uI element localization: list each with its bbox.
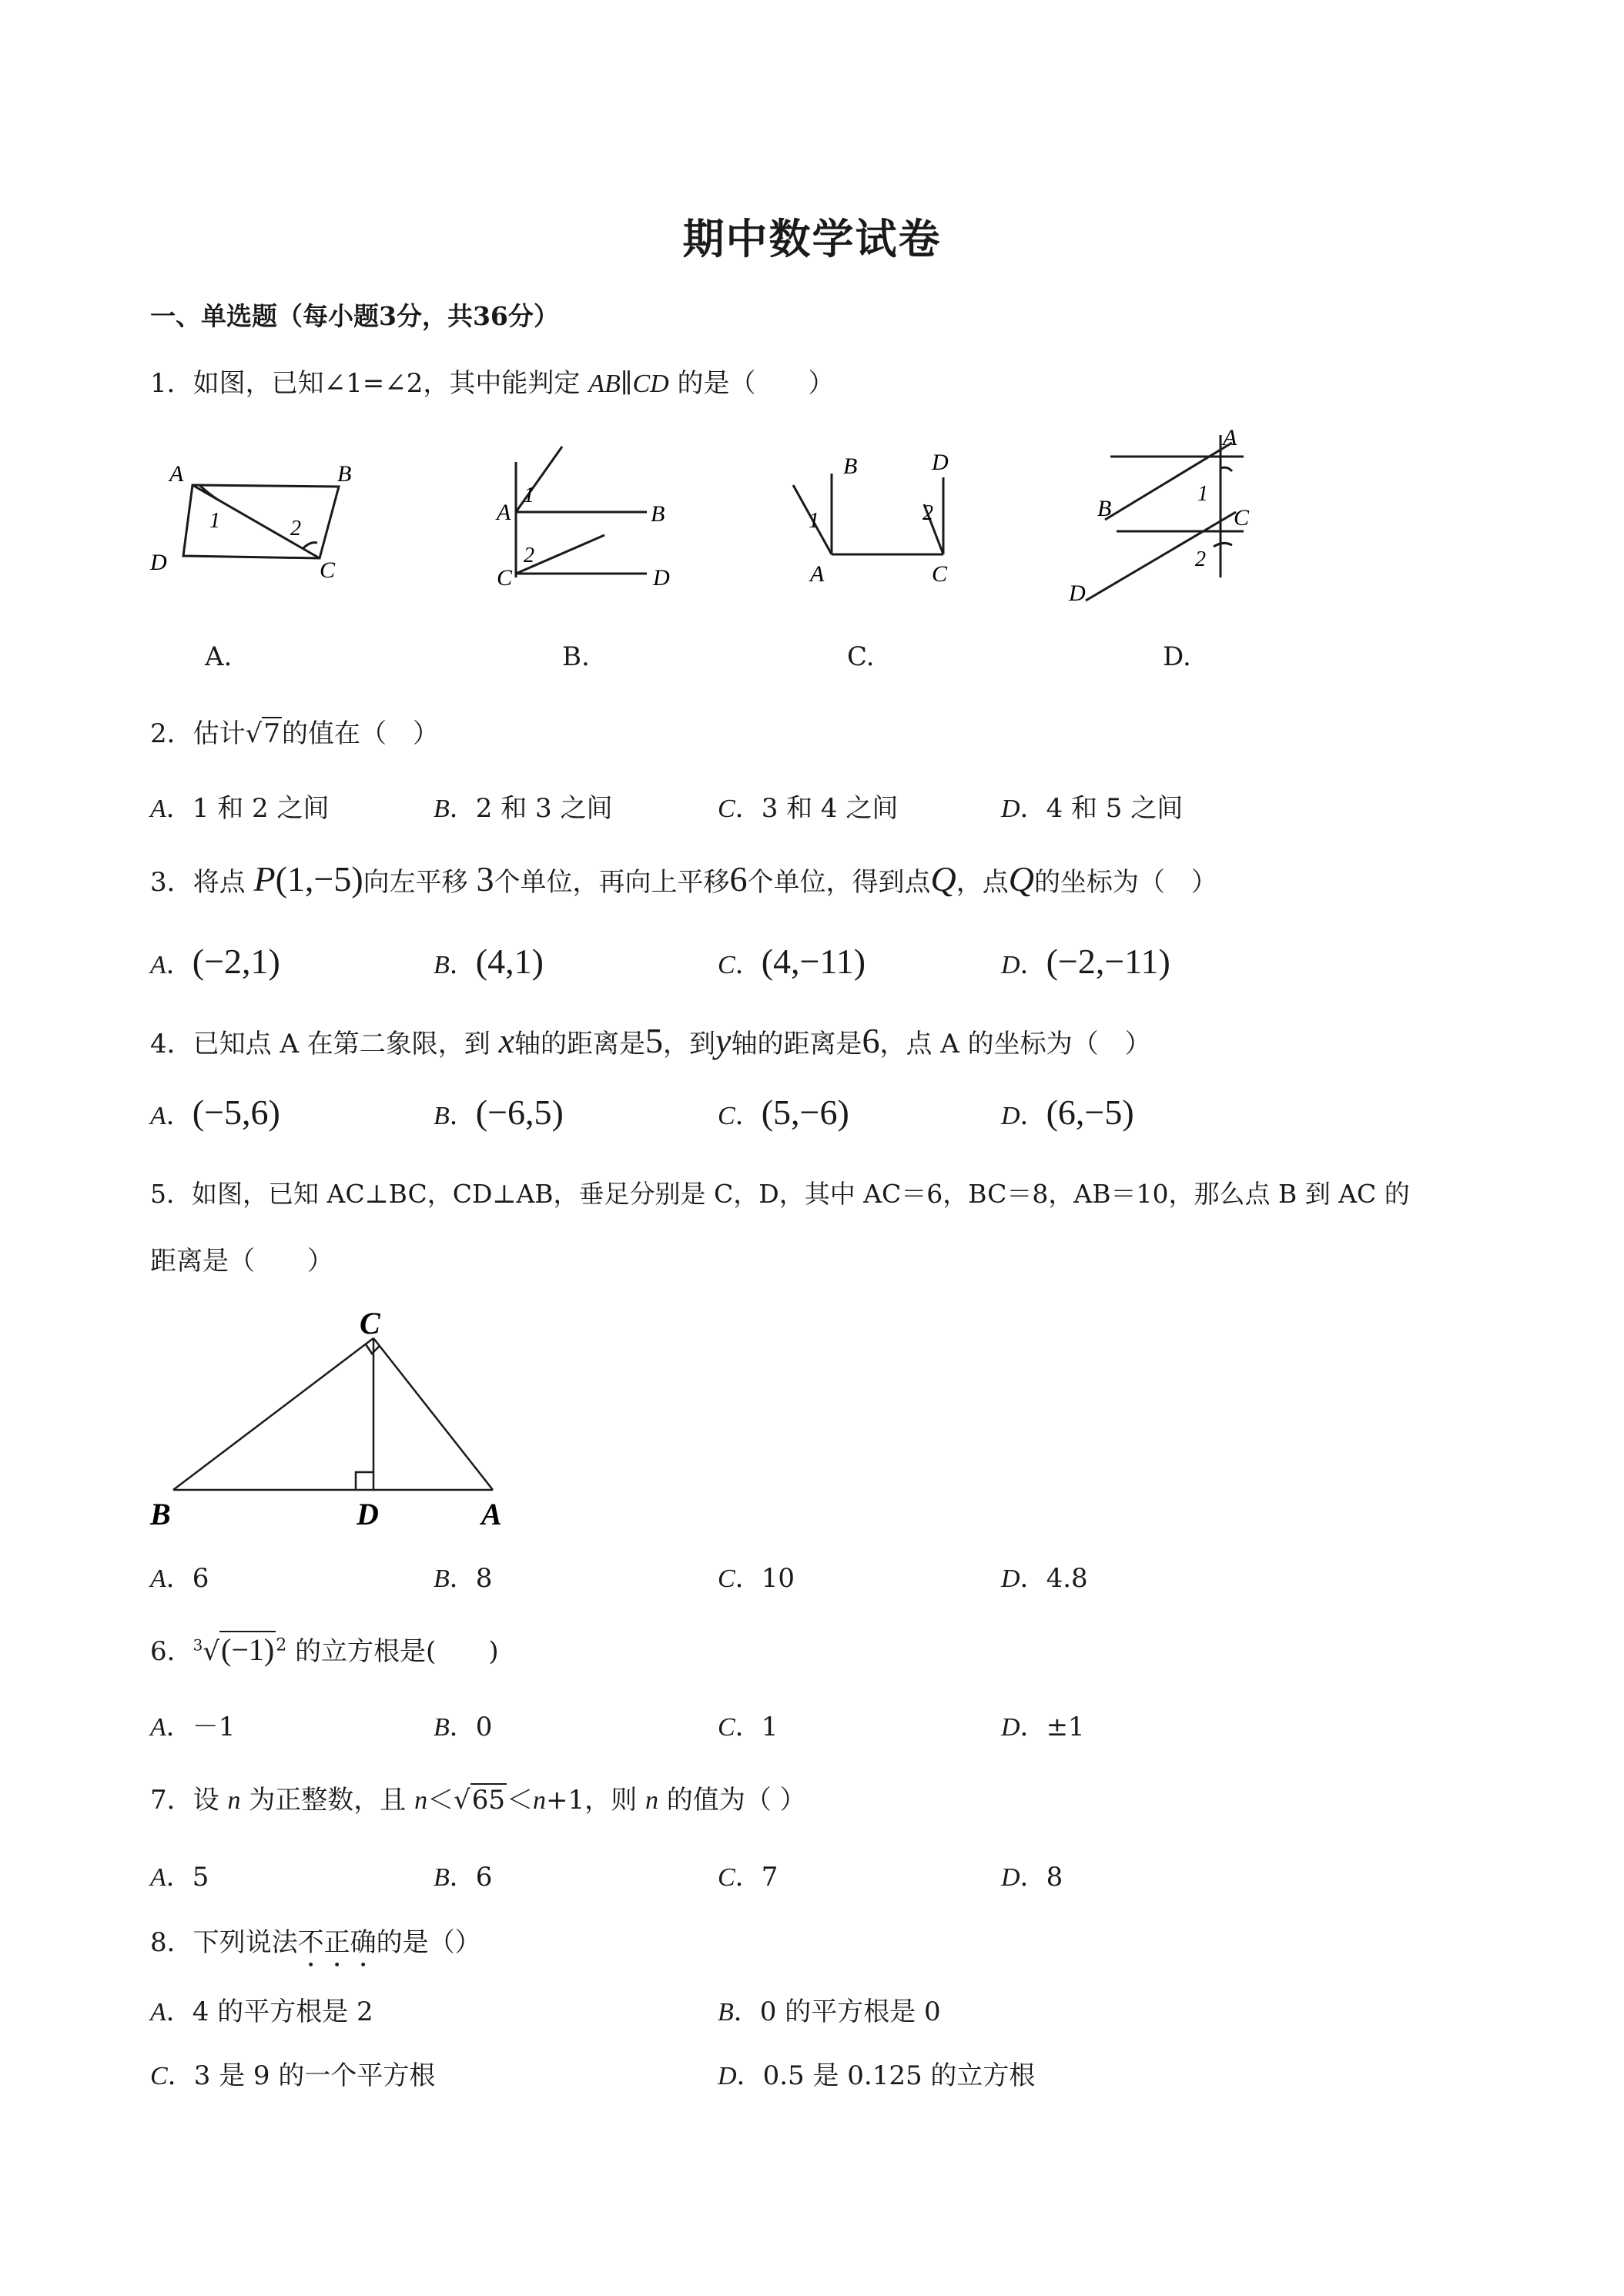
question-6 xyxy=(150,1630,499,1668)
question-number: 1． xyxy=(150,368,193,399)
option-d: D．±1 xyxy=(1001,1712,1085,1742)
label: C xyxy=(497,565,513,591)
question-3 xyxy=(150,858,1217,899)
option-text: 8 xyxy=(1046,1862,1063,1893)
question-text: 将点 xyxy=(193,867,246,898)
question-text: 如图，已知 AC⊥BC，CD⊥AB，垂足分别是 C，D，其中 AC＝6，BC＝8，AB＝10，那么点 B 到 AC 的 xyxy=(192,1179,1410,1209)
question-text: 的值为（ ） xyxy=(666,1785,806,1816)
q1-caption-c: C. xyxy=(847,641,875,672)
option-a: A．4 的平方根是 2 xyxy=(150,1996,373,2027)
question-text: ，到 xyxy=(663,1029,716,1059)
option-text: 8 xyxy=(475,1563,493,1594)
option-text: 0.5 是 0.125 的立方根 xyxy=(762,2060,1036,2091)
option-a: A．(−5,6) xyxy=(150,1093,280,1132)
vertex-a: A xyxy=(481,1497,502,1531)
option-c: C．3 和 4 之间 xyxy=(718,793,899,824)
option-a: A．(−2,1) xyxy=(150,942,280,981)
option-a: A．5 xyxy=(150,1862,209,1893)
exponent: 2 xyxy=(276,1635,287,1655)
question-text: 已知点 A 在第二象限，到 xyxy=(193,1029,491,1059)
option-text: 4 和 5 之间 xyxy=(1046,793,1184,824)
option-text: ±1 xyxy=(1046,1712,1085,1742)
question-text: 下列说法 xyxy=(193,1927,298,1958)
option-text: 4 的平方根是 2 xyxy=(192,1996,373,2027)
option-text: 5 xyxy=(192,1862,209,1893)
option-text: 7 xyxy=(761,1862,779,1893)
number: 6 xyxy=(862,1021,880,1060)
root-index: 3 xyxy=(193,1635,203,1655)
question-number: 6． xyxy=(150,1636,193,1667)
question-number: 4． xyxy=(150,1029,193,1059)
option-letter: C xyxy=(718,1565,735,1593)
option-letter: A xyxy=(150,951,166,979)
option-a: A．6 xyxy=(150,1563,209,1594)
number: 3 xyxy=(476,859,494,899)
segment-cd: CD xyxy=(632,370,669,398)
option-letter: B xyxy=(434,1102,450,1130)
option-letter: B xyxy=(434,951,450,979)
option-text: 0 xyxy=(475,1712,493,1742)
question-text: 估计 xyxy=(193,718,246,749)
option-letter: D xyxy=(1001,1863,1020,1892)
q1-caption-a: A. xyxy=(205,641,233,672)
option-letter: C xyxy=(718,951,735,979)
radicand: (−1) xyxy=(221,1632,275,1667)
option-b: B．6 xyxy=(434,1862,493,1893)
label: 2 xyxy=(1195,547,1206,571)
option-c: C．10 xyxy=(718,1563,795,1594)
question-text: 如图，已知∠1=∠2，其中能判定 xyxy=(193,368,581,399)
label: C xyxy=(932,561,948,587)
vertex-c: C xyxy=(360,1306,380,1340)
label: A xyxy=(810,561,825,587)
option-text: 6 xyxy=(475,1862,493,1893)
q1-caption-d: D. xyxy=(1163,641,1191,672)
page-title: 期中数学试卷 xyxy=(682,214,942,263)
question-text: 为正整数，且 xyxy=(249,1785,407,1816)
question-1 xyxy=(150,362,835,400)
option-letter: C xyxy=(718,1863,735,1892)
q5-triangle-figure xyxy=(142,1294,520,1540)
option-d: D．8 xyxy=(1001,1862,1063,1893)
root-symbol: √ xyxy=(203,1636,220,1667)
question-text: 设 xyxy=(193,1785,219,1816)
option-letter: A xyxy=(150,1565,166,1593)
option-text: 0 的平方根是 0 xyxy=(759,1996,941,2027)
option-letter: C xyxy=(150,2062,168,2090)
option-text: (−2,−11) xyxy=(1046,942,1170,981)
question-text-end: 的值在（ ） xyxy=(281,718,439,749)
question-5-line-2: 距离是（ ） xyxy=(150,1246,333,1277)
option-text: (−2,1) xyxy=(192,942,280,981)
number: 5 xyxy=(645,1021,664,1060)
question-text: ，点 A 的坐标为（ ） xyxy=(879,1029,1151,1059)
q1-caption-b: B. xyxy=(562,641,590,672)
question-text: 向左平移 xyxy=(363,867,468,898)
label: D xyxy=(150,550,167,575)
option-text: 3 是 9 的一个平方根 xyxy=(193,2060,436,2091)
sqrt-symbol: √ xyxy=(245,718,263,749)
option-d: D．4.8 xyxy=(1001,1563,1088,1594)
option-letter: D xyxy=(1001,1565,1020,1593)
option-letter: A xyxy=(150,1713,166,1742)
option-b: B．(−6,5) xyxy=(434,1093,564,1132)
option-text: 1 xyxy=(761,1712,779,1742)
label: 2 xyxy=(922,501,933,525)
variable-n: n xyxy=(227,1786,241,1815)
option-letter: B xyxy=(434,1863,450,1892)
option-b: B．0 的平方根是 0 xyxy=(718,1996,941,2027)
label: D xyxy=(1069,581,1086,606)
option-text: 10 xyxy=(761,1563,795,1594)
option-letter: C xyxy=(718,795,735,823)
option-letter: D xyxy=(1001,795,1020,823)
label: B xyxy=(651,501,665,527)
label: 1 xyxy=(809,509,819,533)
label: 2 xyxy=(290,517,301,541)
label: D xyxy=(932,450,949,475)
option-text: (4,−11) xyxy=(761,942,866,981)
number: 6 xyxy=(729,859,748,899)
option-letter: B xyxy=(434,795,450,823)
label: A xyxy=(169,461,184,487)
option-d: D．4 和 5 之间 xyxy=(1001,793,1184,824)
question-text: ，点 xyxy=(956,867,1009,898)
question-text: +1，则 xyxy=(546,1785,638,1816)
label: A xyxy=(1223,425,1237,450)
option-a: A．1 和 2 之间 xyxy=(150,793,330,824)
variable-n: n xyxy=(645,1786,658,1815)
option-text: 3 和 4 之间 xyxy=(761,793,899,824)
option-b: B．0 xyxy=(434,1712,493,1742)
question-number: 5． xyxy=(150,1179,192,1209)
option-text: (−6,5) xyxy=(475,1093,564,1132)
option-c: C．7 xyxy=(718,1862,779,1893)
label: 1 xyxy=(524,484,534,507)
option-letter: B xyxy=(434,1565,450,1593)
emphasized-text: 不正确 xyxy=(297,1927,377,1958)
option-text: －1 xyxy=(192,1712,236,1742)
point-q: Q xyxy=(1008,859,1034,899)
option-a: A．－1 xyxy=(150,1712,236,1742)
option-d: D．(6,−5) xyxy=(1001,1093,1134,1132)
question-text: 个单位，再向上平移 xyxy=(494,867,730,898)
option-d: D．0.5 是 0.125 的立方根 xyxy=(718,2060,1036,2091)
option-text: 6 xyxy=(192,1563,209,1594)
label: C xyxy=(320,557,336,583)
variable-n: n xyxy=(414,1786,428,1815)
q1-figure-d xyxy=(1063,423,1294,608)
option-letter: B xyxy=(434,1713,450,1742)
option-d: D．(−2,−11) xyxy=(1001,942,1170,981)
question-number: 2． xyxy=(150,718,193,749)
label: B xyxy=(1097,496,1112,521)
option-letter: D xyxy=(718,2062,737,2090)
label: C xyxy=(1234,505,1250,530)
option-c: C．(5,−6) xyxy=(718,1093,849,1132)
variable-n: n xyxy=(533,1786,547,1815)
question-number: 7． xyxy=(150,1785,193,1816)
option-text: 4.8 xyxy=(1046,1563,1088,1594)
question-text: 的是（） xyxy=(376,1927,481,1958)
label: B xyxy=(337,461,352,487)
section-heading: 一、单选题（每小题3分，共36分） xyxy=(150,301,559,331)
question-5-line-1 xyxy=(150,1174,1410,1210)
option-letter: D xyxy=(1001,1713,1020,1742)
option-letter: A xyxy=(150,1998,166,2027)
option-letter: A xyxy=(150,1863,166,1892)
option-c: C．1 xyxy=(718,1712,779,1742)
radicand: 65 xyxy=(471,1785,506,1816)
option-letter: D xyxy=(1001,951,1020,979)
less-than: ＜ xyxy=(427,1785,454,1816)
question-text: 的坐标为（ ） xyxy=(1033,867,1217,898)
option-text: (−5,6) xyxy=(192,1093,280,1132)
point-q: Q xyxy=(930,859,956,899)
question-text-end: 的是（ ） xyxy=(677,368,835,399)
label: 2 xyxy=(524,544,534,567)
question-7 xyxy=(150,1779,806,1816)
option-b: B．(4,1) xyxy=(434,942,544,981)
sqrt-symbol: √ xyxy=(454,1785,470,1816)
label: 1 xyxy=(209,509,220,533)
option-letter: A xyxy=(150,1102,166,1130)
option-letter: D xyxy=(1001,1102,1020,1130)
question-text: 个单位，得到点 xyxy=(747,867,931,898)
vertex-d: D xyxy=(357,1497,379,1531)
option-text: (5,−6) xyxy=(761,1093,849,1132)
question-text: 轴的距离是 xyxy=(514,1029,646,1059)
question-2 xyxy=(150,712,439,750)
question-text: 的立方根是( ) xyxy=(295,1636,499,1667)
parallel-symbol: ∥ xyxy=(620,368,633,399)
label: B xyxy=(843,454,858,479)
option-letter: A xyxy=(150,795,166,823)
q1-figure-a xyxy=(146,454,370,585)
question-8 xyxy=(150,1921,481,1973)
question-4 xyxy=(150,1020,1151,1061)
segment-ab: AB xyxy=(588,370,621,398)
option-letter: C xyxy=(718,1713,735,1742)
radicand: 7 xyxy=(263,718,280,749)
option-b: B．2 和 3 之间 xyxy=(434,793,613,824)
q1-figure-b xyxy=(477,435,693,597)
option-text: 1 和 2 之间 xyxy=(192,793,330,824)
point-p: P xyxy=(253,859,276,899)
vertex-b: B xyxy=(150,1497,171,1531)
point-p-coord: (1,−5) xyxy=(275,859,363,899)
question-text: 轴的距离是 xyxy=(731,1029,862,1059)
option-letter: C xyxy=(718,1102,735,1130)
option-b: B．8 xyxy=(434,1563,493,1594)
less-than: ＜ xyxy=(507,1785,534,1816)
option-text: (6,−5) xyxy=(1046,1093,1134,1132)
option-letter: B xyxy=(718,1998,734,2027)
axis-y: y xyxy=(715,1021,732,1060)
option-c: C．3 是 9 的一个平方根 xyxy=(150,2060,436,2091)
option-text: (4,1) xyxy=(475,942,544,981)
label: A xyxy=(497,500,511,525)
question-number: 8． xyxy=(150,1927,193,1958)
label: 1 xyxy=(1197,482,1208,506)
question-number: 3． xyxy=(150,867,193,898)
option-text: 2 和 3 之间 xyxy=(475,793,613,824)
axis-x: x xyxy=(498,1021,515,1060)
option-c: C．(4,−11) xyxy=(718,942,866,981)
label: D xyxy=(653,565,670,591)
q1-figure-c xyxy=(778,443,970,589)
